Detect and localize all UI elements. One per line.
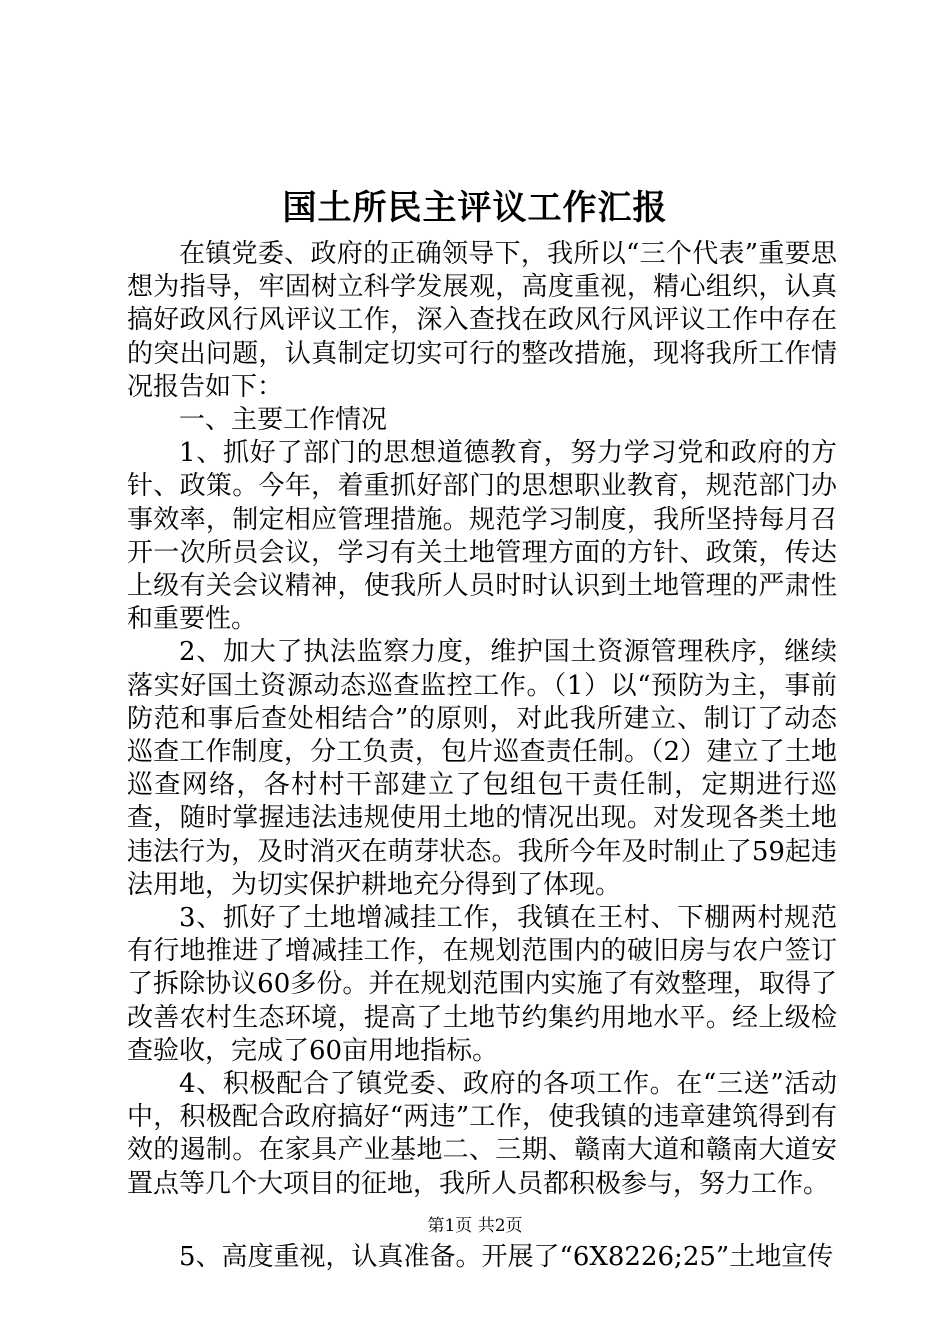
document-title: 国土所民主评议工作汇报 [282, 188, 668, 228]
page-footer: 第1页 共2页 [427, 1216, 523, 1236]
section-heading: 一、主要工作情况 [179, 405, 388, 436]
document-body [127, 238, 837, 1274]
item-paragraph-5: 5、高度重视，认真准备。开展了“6X8226;25”土地宣传 [179, 1241, 834, 1272]
item-paragraph-1: 1、抓好了部门的思想道德教育，努力学习党和政府的方针、政策。今年，着重抓好部门的思想职业教育，规范部门办事效率，制定相应管理措施。规范学习制度，我所坚持每月召开一次所员会议，学习有关土地管理方面的方针、政策，传达上级有关会议精神，使我所人员时时认识到土地管理的严肃性和重要性。 [127, 438, 837, 635]
item-paragraph-4: 4、积极配合了镇党委、政府的各项工作。在“三送”活动中，积极配合政府搞好“两违”工作，使我镇的违章建筑得到有效的遏制。在家具产业基地二、三期、赣南大道和赣南大道安置点等几个大项目的征地，我所人员都积极参与，努力工作。 [127, 1069, 837, 1199]
item-paragraph-2: 2、加大了执法监察力度，维护国土资源管理秩序，继续落实好国土资源动态巡查监控工作。（1）以“预防为主，事前防范和事后查处相结合”的原则，对此我所建立、制订了动态巡查工作制度，分工负责，包片巡查责任制。（2）建立了土地巡查网络，各村村干部建立了包组包干责任制，定期进行巡查，随时掌握违法违规使用土地的情况出现。对发现各类土地违法行为，及时消灭在萌芽状态。我所今年及时制止了59起违法用地，为切实保护耕地充分得到了体现。 [127, 637, 837, 900]
item-paragraph-3: 3、抓好了土地增减挂工作，我镇在王村、下棚两村规范有行地推进了增减挂工作，在规划范围内的破旧房与农户签订了拆除协议60多份。并在规划范围内实施了有效整理，取得了改善农村生态环境，提高了土地节约集约用地水平。经上级检查验收，完成了60亩用地指标。 [127, 903, 837, 1066]
intro-paragraph: 在镇党委、政府的正确领导下，我所以“三个代表”重要思想为指导，牢固树立科学发展观，高度重视，精心组织，认真搞好政风行风评议工作，深入查找在政风行风评议工作中存在的突出问题，认真制定切实可行的整改措施，现将我所工作情况报告如下： [127, 239, 837, 402]
